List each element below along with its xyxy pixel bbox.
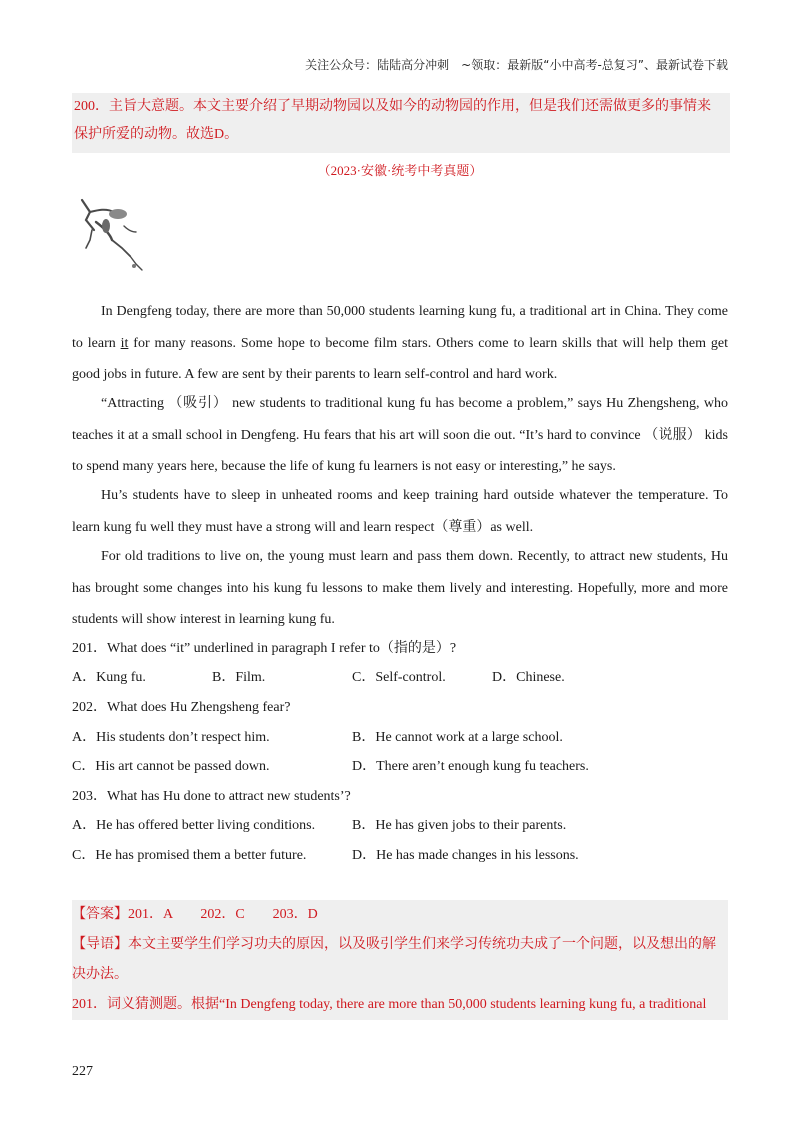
q200-explanation (72, 93, 730, 153)
exam-source: （2023·安徽·统考中考真题） (317, 163, 483, 178)
page-number: 227 (72, 1064, 93, 1079)
passage-paragraph-2: “Attracting （吸引） new students to traditional kung fu has become a problem,” says Hu Zhengsheng, who teaches it at a small school in Dengfeng. Hu fears that his art will soon die out. “It’s hard to convince （说服） kids to spend many years here, because the life of kung fu learners is not easy or interesting,” he says. (72, 396, 728, 474)
paragraph-1-text-a: In Dengfeng today, there are more than 50,000 students learning kung fu, a traditional art in China. They come to learn (72, 304, 728, 351)
q201-option-b: B．Film. (212, 670, 266, 685)
q202-option-d: D．There aren’t enough kung fu teachers. (352, 759, 589, 774)
guide-line-2: 决办法。 (72, 967, 128, 982)
q201-option-d: D．Chinese. (492, 670, 565, 685)
answer-block (72, 900, 728, 1020)
paragraph-1-text-b: for many reasons. Some hope to become film stars. Others come to learn skills that will help them get good jobs in future. A few are sent by their parents to learn self-control and hard work. (72, 335, 728, 382)
q203-option-d: D．He has made changes in his lessons. (352, 848, 579, 863)
passage-paragraph-4: For old traditions to live on, the young must learn and pass them down. Recently, to attract new students, Hu has brought some changes into his kung fu lessons to make them lively and interesting. Hopefully, more and more students will show interest in learning kung fu. (72, 549, 728, 627)
passage-paragraph-3: Hu’s students have to sleep in unheated rooms and keep training hard outside whatever the temperature. To learn kung fu well they must have a strong will and learn respect（尊重）as well. (72, 488, 728, 535)
q203-option-b: B．He has given jobs to their parents. (352, 818, 567, 833)
question-203-stem: 203．What has Hu done to attract new students’? (72, 789, 351, 804)
q201-option-c: C．Self-control. (352, 670, 446, 685)
question-202-stem: 202．What does Hu Zhengsheng fear? (72, 700, 291, 715)
q201-explanation: 201．词义猜测题。根据“In Dengfeng today, there are more than 50,000 students learning kung fu, a traditional (72, 997, 707, 1012)
q202-option-b: B．He cannot work at a large school. (352, 730, 563, 745)
answer-key: 【答案】201．A 202．C 203．D (72, 907, 318, 922)
q200-explanation-line1: 200．主旨大意题。本文主要介绍了早期动物园以及如今的动物园的作用，但是我们还需做更多的事情来 (74, 99, 711, 114)
page-header: 关注公众号：陆陆高分冲刺 ~领取：最新版“小中高考-总复习”、最新试卷下载 (305, 58, 728, 72)
underlined-it: it (120, 335, 129, 351)
kung-fu-ink-illustration (76, 196, 156, 274)
q203-option-a: A．He has offered better living conditions. (72, 818, 316, 833)
q202-option-c: C．His art cannot be passed down. (72, 759, 270, 774)
passage-paragraph-1 (72, 296, 728, 391)
q201-option-a: A．Kung fu. (72, 670, 146, 685)
q200-explanation-line2: 保护所爱的动物。故选D。 (74, 127, 239, 142)
q203-option-c: C．He has promised them a better future. (72, 848, 307, 863)
question-201-stem: 201．What does “it” underlined in paragraph I refer to（指的是）? (72, 641, 457, 656)
guide-line-1: 【导语】本文主要学生们学习功夫的原因，以及吸引学生们来学习传统功夫成了一个问题，以及想出的解 (72, 937, 716, 952)
q202-option-a: A．His students don’t respect him. (72, 730, 270, 745)
